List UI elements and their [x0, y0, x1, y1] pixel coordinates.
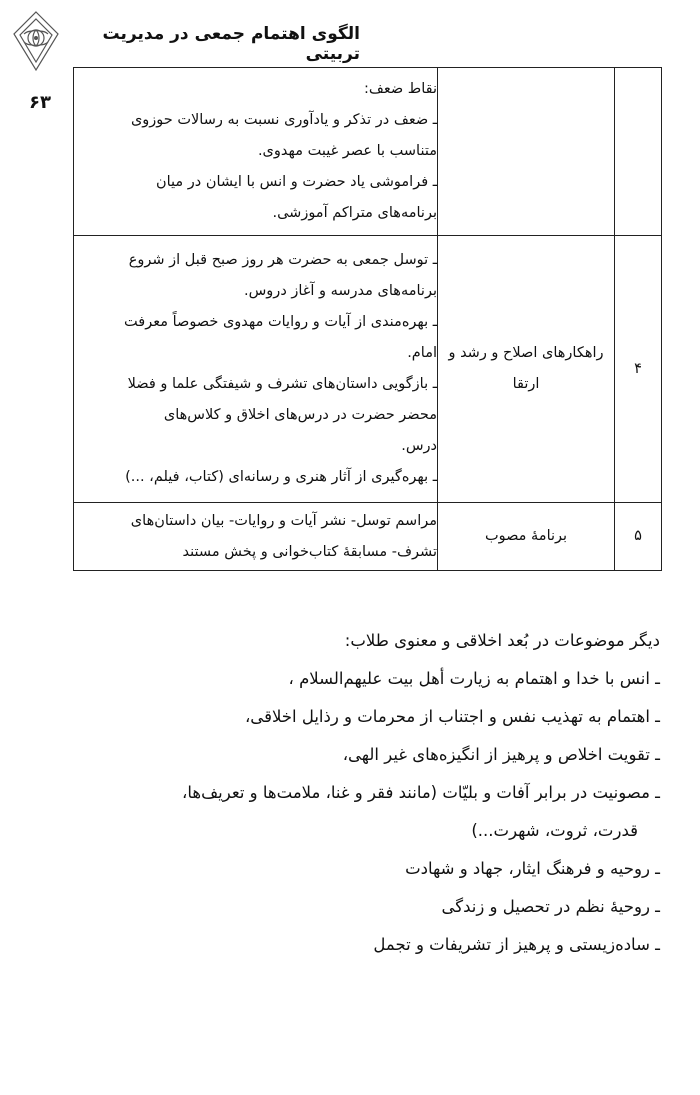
content-line: برنامه‌های مدرسه و آغاز دروس. — [244, 283, 437, 299]
content-cell — [74, 68, 438, 236]
content-line: تشرف- مسابقهٔ کتاب‌خوانی و پخش مستند — [182, 543, 437, 560]
running-header-title: الگوی اهتمام جمعی در مدیریت تربیتی — [102, 24, 360, 64]
list-item: ـ تقویت اخلاص و پرهیز از انگیزه‌های غیر الهی، — [342, 745, 660, 764]
list-item: ـ ساده‌زیستی و پرهیز از تشریفات و تجمل — [373, 935, 660, 954]
row-number-cell: ۵ — [615, 503, 662, 571]
content-line: ـ بهره‌مندی از آیات و روایات مهدوی خصوصاً معرفت — [124, 314, 437, 330]
body-intro: دیگر موضوعات در بُعد اخلاقی و معنوی طلاب: — [344, 631, 660, 650]
page-number: ۶۳ — [29, 92, 51, 113]
content-line: ـ بهره‌گیری از آثار هنری و رسانه‌ای (کتاب، فیلم، ...) — [125, 469, 437, 485]
list-item: ـ اهتمام به تهذیب نفس و اجتناب از محرمات و رذایل اخلاقی، — [244, 707, 660, 726]
list-item: ـ روحیهٔ نظم در تحصیل و زندگی — [441, 897, 660, 916]
list-item: ـ مصونیت در برابر آفات و بلیّات (مانند فقر و غنا، ملامت‌ها و تعریف‌ها، — [182, 783, 660, 802]
content-line: ـ توسل جمعی به حضرت هر روز صبح قبل از شروع — [128, 252, 437, 268]
topic-cell: برنامهٔ مصوب — [438, 503, 615, 571]
content-line: برنامه‌های متراکم آموزشی. — [272, 205, 437, 221]
ornament-icon — [10, 10, 62, 72]
table-row — [74, 68, 662, 236]
body-text — [60, 622, 660, 964]
content-line: ـ بازگویی داستان‌های تشرف و شیفتگی علما و فضلا — [127, 376, 437, 392]
topic-cell — [438, 68, 615, 236]
content-line: درس. — [401, 438, 437, 454]
list-item-continuation: قدرت، ثروت، شهرت...) — [471, 821, 638, 840]
content-line: مراسم توسل- نشر آیات و روایات- بیان داستان‌های — [130, 512, 437, 529]
list-item: ـ روحیه و فرهنگ ایثار، جهاد و شهادت — [405, 859, 660, 878]
content-line: متناسب با عصر غیبت مهدوی. — [257, 143, 437, 159]
row-number-cell: ۴ — [615, 236, 662, 503]
content-line: امام. — [407, 345, 437, 361]
content-line: ـ فراموشی یاد حضرت و انس با ایشان در میان — [155, 174, 437, 190]
row-number-cell — [615, 68, 662, 236]
content-table — [73, 67, 662, 571]
content-line: ـ ضعف در تذکر و یادآوری نسبت به رسالات حوزوی — [130, 112, 437, 128]
content-cell — [74, 236, 438, 503]
table-row — [74, 236, 662, 503]
content-line: محضر حضرت در درس‌های اخلاق و کلاس‌های — [163, 407, 437, 423]
list-item: ـ انس با خدا و اهتمام به زیارت أهل بیت علیهم‌السلام ، — [288, 669, 660, 688]
topic-cell: راهکارهای اصلاح و رشد و ارتقا — [438, 236, 615, 503]
table-row — [74, 503, 662, 571]
content-cell — [74, 503, 438, 571]
content-line: نقاط ضعف: — [363, 81, 437, 97]
